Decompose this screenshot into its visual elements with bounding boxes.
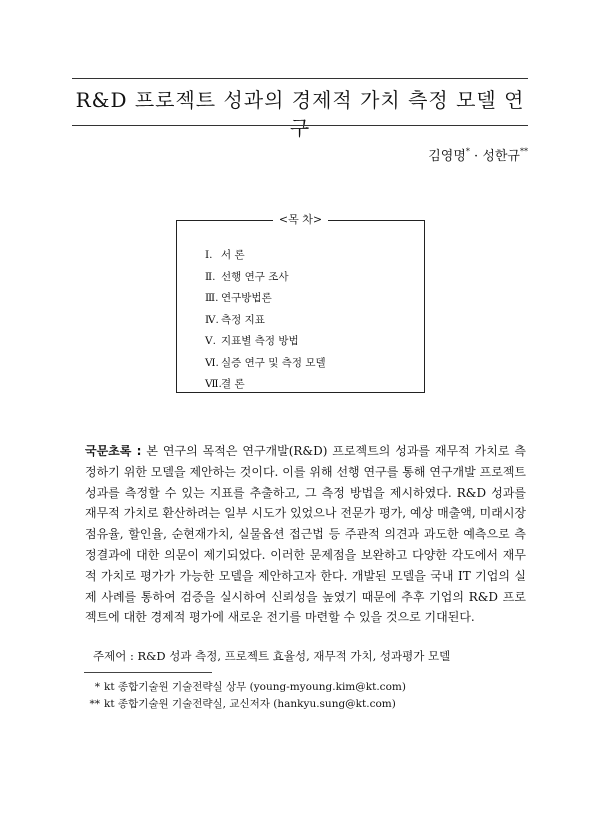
toc-item: Ⅵ. 실증 연구 및 측정 모델 [205, 356, 326, 369]
author-separator: · [469, 149, 483, 164]
footnote-2: ** kt 종합기술원 기술전략실, 교신저자 (hankyu.sung@kt.com) [89, 698, 396, 710]
footnote-rule [84, 672, 212, 673]
toc-item: Ⅲ. 연구방법론 [205, 292, 272, 304]
toc-heading: <목 차> [177, 212, 424, 228]
author-1-mark: * [465, 147, 470, 156]
title-bottom-rule [72, 125, 528, 126]
table-of-contents [176, 213, 425, 393]
footnote-1: * kt 종합기술원 기술전략실 상무 (young-myoung.kim@kt.com) [94, 681, 406, 693]
author-2-name: 성한규 [482, 149, 520, 164]
toc-list [205, 245, 326, 396]
toc-item: Ⅰ. 서 론 [205, 249, 245, 261]
abstract-label: 국문초록 : [85, 444, 142, 458]
title-top-rule [72, 78, 528, 79]
toc-item: Ⅶ.결 론 [205, 378, 245, 390]
abstract-paragraph [85, 441, 526, 628]
toc-item: Ⅳ. 측정 지표 [205, 313, 265, 326]
keywords-line: 주제어 : R&D 성과 측정, 프로젝트 효율성, 재무적 가치, 성과평가 모델 [93, 649, 451, 663]
author-line [428, 143, 528, 166]
author-2-mark: ** [520, 147, 528, 156]
paper-title: R&D 프로젝트 성과의 경제적 가치 측정 모델 연구 [75, 88, 525, 140]
author-1-name: 김영명 [428, 149, 466, 164]
abstract-text: 본 연구의 목적은 연구개발(R&D) 프로젝트의 성과를 재무적 가치로 측정하기 위한 모델을 제안하는 것이다. 이를 위해 선행 연구를 통해 연구개발 프로젝트 성과를 측정할 수 있는 지표를 추출하고, 그 측정 방법을 제시하였다. R&D 성과를 재무적 가치로 환산하려는 일부 시도가 있었으나 전문가 평가, 예상 매출액, 미래시장 점유율, 할인율, 순현재가치, 실물옵션 접근법 등 주관적 의견과 과도한 예측으로 측정결과에 대한 의문이 제기되었다. 이러한 문제점을 보완하고 다양한 각도에서 재무적 가치로 평가가 가능한 모델을 제안하고자 한다. 개발된 모델을 국내 IT 기업의 실제 사례를 통하여 검증을 실시하여 신뢰성을 높였기 때문에 추후 기업의 R&D 프로젝트에 대한 경제적 평가에 새로운 전기를 마련할 수 있을 것으로 기대된다. [85, 444, 526, 625]
toc-item: Ⅱ. 선행 연구 조사 [205, 270, 289, 283]
toc-item: Ⅴ. 지표별 측정 방법 [205, 335, 299, 347]
